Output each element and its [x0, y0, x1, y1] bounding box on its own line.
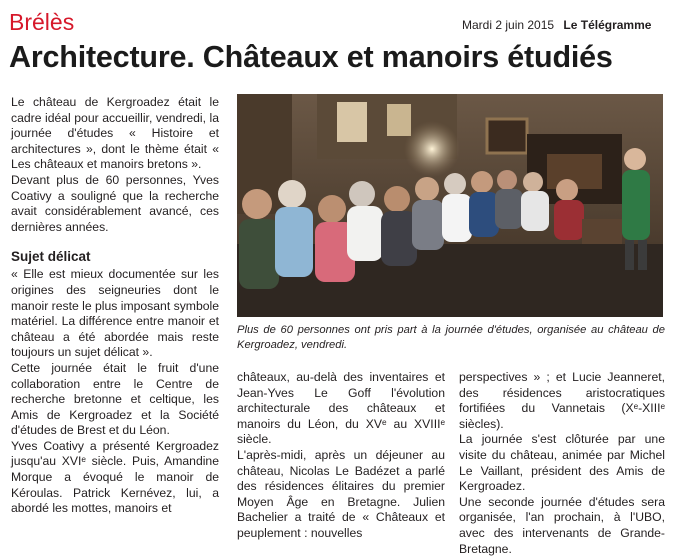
paragraph-continuation: châteaux, au-delà des inventaires et Jean-Yves Le Goff l'évolution architecturale des châteaux et manoirs du Léon, du XVᵉ au XVIIIᵉ siècle. — [237, 370, 445, 447]
article-column-2 — [237, 370, 445, 542]
newspaper-name: Le Télégramme — [563, 18, 652, 32]
headline: Architecture. Châteaux et manoirs étudiés — [9, 40, 613, 74]
photo-caption: Plus de 60 personnes ont pris part à la journée d'études, organisée au château de Kergroadez, vendredi. — [237, 324, 665, 351]
dateline — [462, 19, 651, 31]
publication-date: Mardi 2 juin 2015 — [462, 18, 555, 32]
intro-paragraph-2: Devant plus de 60 personnes, Yves Coativy a souligné que la recherche avait considérablement avancé, ces dernières années. — [11, 172, 219, 234]
paragraph-next-edition: Une seconde journée d'études sera organisée, l'an prochain, à l'UBO, avec des intervenants de Grande-Bretagne. — [459, 494, 665, 556]
audience-photo-illustration — [237, 94, 663, 317]
paragraph-quote: « Elle est mieux documentée sur les origines des seigneuries dont le manoir reste le plus imposant symbole matériel. La différence entre manoir et château a été abordée mais reste toujours un sujet délicat ». — [11, 267, 219, 360]
article-column-3 — [459, 370, 665, 557]
paragraph-speakers: Yves Coativy a présenté Kergroadez jusqu'au XVIᵉ siècle. Puis, Amandine Morque a évoqué le manoir de Kéroulas. Patrick Kernévez, lui, a abordé les mottes, manoirs et — [11, 438, 219, 516]
article-photo — [237, 94, 663, 317]
paragraph-visit: La journée s'est clôturée par une visite du château, animée par Michel Le Vaillant, président des Amis de Kergroadez. — [459, 432, 665, 494]
paragraph-collaboration: Cette journée était le fruit d'une collaboration entre le Centre de recherche bretonne et celtique, les Amis de Kergroadez et la Société d'études de Brest et du Léon. — [11, 360, 219, 438]
intro-paragraph-1: Le château de Kergroadez était le cadre idéal pour accueillir, vendredi, la journée d'études « Histoire et architectures », dont le thème était « Les châteaux et manoirs bretons ». — [11, 95, 219, 172]
article-column-1 — [11, 95, 219, 517]
subheading: Sujet délicat — [11, 249, 91, 265]
paragraph-afternoon: L'après-midi, après un déjeuner au château, Nicolas Le Badézet a parlé des résidences élitaires du premier Moyen Âge en Bretagne. Julien Bachelier a traité de « Châteaux et peuplement : nouvelles — [237, 447, 445, 540]
paragraph-perspectives: perspectives » ; et Lucie Jeanneret, des résidences aristocratiques fortifiées du Vannetais (Xᵉ-XIIIᵉ siècles). — [459, 370, 665, 431]
section-kicker: Brélès — [9, 9, 75, 35]
